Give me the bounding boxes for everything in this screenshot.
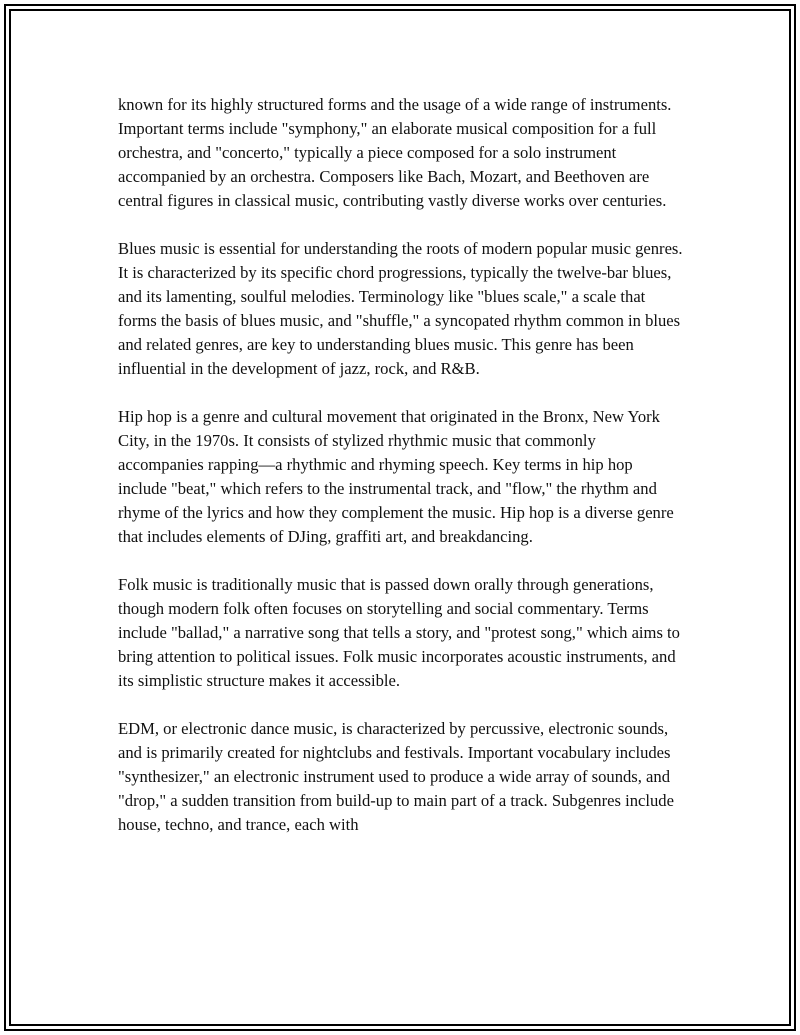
paragraph-edm: EDM, or electronic dance music, is characterized by percussive, electronic sounds, and is primarily created for nightclubs and festivals. Important vocabulary includes "synthesizer," an electronic instrument used to produce a wide array of sounds, and "drop," a sudden transition from build-up to main part of a track. Subgenres include house, techno, and trance, each with [118,719,674,834]
paragraph-hip-hop: Hip hop is a genre and cultural movement that originated in the Bronx, New York City, in the 1970s. It consists of stylized rhythmic music that commonly accompanies rapping—a rhythmic and rhyming speech. Key terms in hip hop include "beat," which refers to the instrumental track, and "flow," the rhythm and rhyme of the lyrics and how they complement the music. Hip hop is a diverse genre that includes elements of DJing, graffiti art, and breakdancing. [118,407,674,546]
document-body [118,93,684,837]
paragraph-blues: Blues music is essential for understanding the roots of modern popular music genres. It is characterized by its specific chord progressions, typically the twelve-bar blues, and its lamenting, soulful melodies. Terminology like "blues scale," a scale that forms the basis of blues music, and "shuffle," a syncopated rhythm common in blues and related genres, are key to understanding blues music. This genre has been influential in the development of jazz, rock, and R&B. [118,239,683,378]
paragraph-folk: Folk music is traditionally music that is passed down orally through generations, though modern folk often focuses on storytelling and social commentary. Terms include "ballad," a narrative song that tells a story, and "protest song," which aims to bring attention to political issues. Folk music incorporates acoustic instruments, and its simplistic structure makes it accessible. [118,575,680,690]
paragraph-classical: known for its highly structured forms and the usage of a wide range of instruments. Important terms include "symphony," an elaborate musical composition for a full orchestra, and "concerto," typically a piece composed for a solo instrument accompanied by an orchestra. Composers like Bach, Mozart, and Beethoven are central figures in classical music, contributing vastly diverse works over centuries. [118,95,672,210]
